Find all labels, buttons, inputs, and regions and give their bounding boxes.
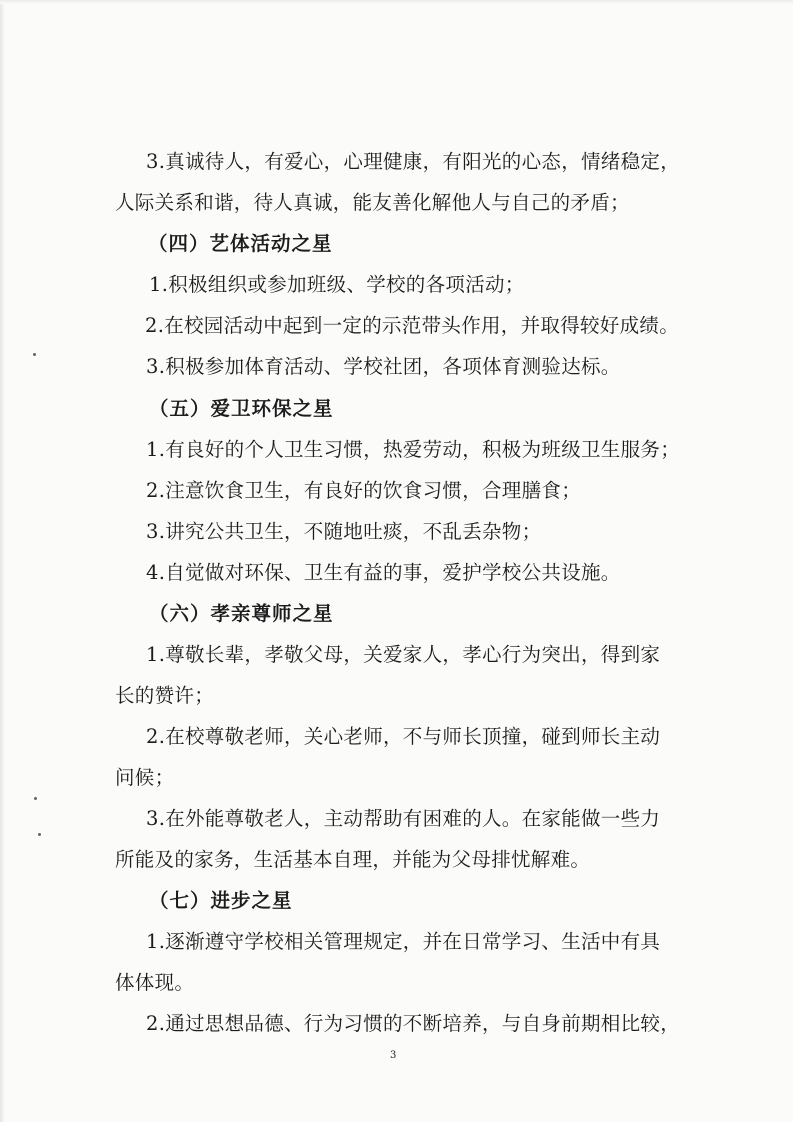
page-number: 3 (390, 1050, 397, 1061)
text-line: 3.真诚待人，有爱心，心理健康，有阳光的心态，情绪稳定， (146, 150, 681, 173)
text-line: 2.通过思想品德、行为习惯的不断培养，与自身前期相比较， (146, 1012, 681, 1035)
scan-speck (34, 797, 37, 800)
scan-edge-left (0, 0, 5, 1122)
text-line: 1.逐渐遵守学校相关管理规定，并在日常学习、生活中有具 (146, 930, 661, 953)
section-heading-progress: （七）进步之星 (149, 889, 293, 912)
text-line: 4.自觉做对环保、卫生有益的事，爱护学校公共设施。 (146, 561, 621, 584)
text-line: 人际关系和谐，待人真诚，能友善化解他人与自己的矛盾； (115, 191, 630, 214)
text-line: 3.在外能尊敬老人，主动帮助有困难的人。在家能做一些力 (146, 807, 661, 830)
text-line: 3.积极参加体育活动、学校社团，各项体育测验达标。 (146, 355, 621, 378)
text-line: 长的赞许； (115, 684, 215, 707)
scan-speck (38, 833, 41, 836)
text-line: 1.有良好的个人卫生习惯，热爱劳动，积极为班级卫生服务； (146, 438, 681, 461)
text-line: 1.尊敬长辈，孝敬父母，关爱家人，孝心行为突出，得到家 (146, 643, 661, 666)
section-heading-hygiene-environment: （五）爱卫环保之星 (149, 397, 334, 420)
text-line: 2.在校尊敬老师，关心老师，不与师长顶撞，碰到师长主动 (146, 725, 661, 748)
text-line: 体体现。 (115, 971, 195, 994)
text-line: 3.讲究公共卫生，不随地吐痰，不乱丢杂物； (146, 520, 542, 543)
section-heading-filial-respect: （六）孝亲尊师之星 (149, 602, 334, 625)
scan-edge-top (0, 0, 793, 4)
text-line: 2.在校园活动中起到一定的示范带头作用，并取得较好成绩。 (145, 314, 680, 337)
text-line: 2.注意饮食卫生，有良好的饮食习惯，合理膳食； (146, 479, 582, 502)
text-line: 所能及的家务，生活基本自理，并能为父母排忧解难。 (115, 848, 591, 871)
text-line: 1.积极组织或参加班级、学校的各项活动； (149, 273, 525, 296)
section-heading-art-sports: （四）艺体活动之星 (148, 232, 333, 255)
scan-speck (33, 353, 36, 356)
text-line: 问候； (115, 766, 175, 789)
